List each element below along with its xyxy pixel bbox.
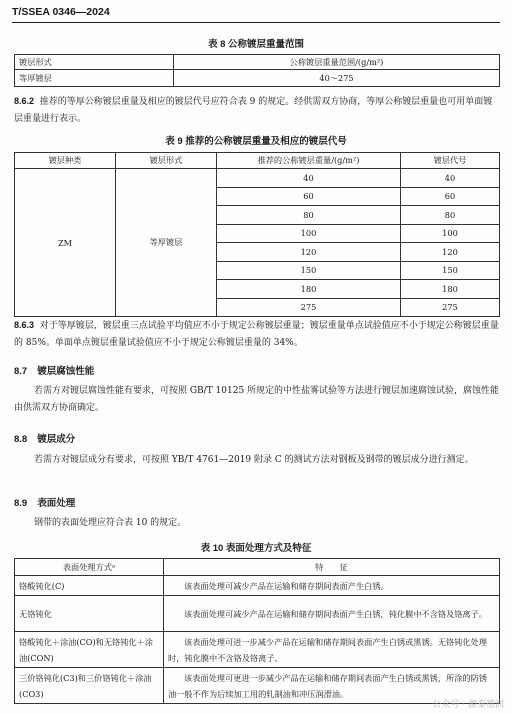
- clause-8-6-2: [14, 93, 500, 128]
- table9-cell-weight: 100: [217, 224, 401, 243]
- table9-cell-weight: 60: [217, 187, 401, 206]
- table10-header-method: 表面处理方式ᵃ: [15, 559, 164, 576]
- section-title: 镀层成分: [37, 434, 76, 445]
- table9-cell-weight: 180: [217, 280, 401, 299]
- section-number: 8.8: [14, 434, 28, 445]
- clause-8-6-3: [14, 317, 500, 352]
- table9-cell-weight: 40: [217, 169, 401, 188]
- table9-cell-code: 150: [401, 261, 500, 280]
- clause-number: 8.6.2: [14, 96, 35, 106]
- table8-cell-range: 40～275: [174, 70, 500, 87]
- table8-header-form: 镀层形式: [15, 55, 174, 70]
- table9-cell-type: ZM: [15, 169, 116, 317]
- table9-cell-code: 180: [401, 280, 500, 299]
- section-number: 8.7: [14, 366, 28, 377]
- section-8-9-heading: [14, 495, 75, 509]
- table9-cell-weight: 275: [217, 298, 401, 317]
- section-8-7-text: 若需方对镀层腐蚀性能有要求，可按照 GB/T 10125 所规定的中性盐雾试验等方法进行镀层加速腐蚀试验，腐蚀性能由供需双方协商确定。: [14, 386, 500, 413]
- table10-cell-method: 无铬钝化: [15, 596, 164, 632]
- watermark: 公众号 · 源泰德润: [432, 700, 504, 710]
- table10-header-feature: 特 征: [164, 559, 500, 576]
- table10-cell-feature: 该表面处理可减少产品在运输和储存期间表面产生白锈，钝化膜中不含铬及铬离子。: [164, 596, 500, 632]
- table8-caption: 表 8 公称镀层重量范围: [207, 39, 305, 50]
- clause-text: 对于等厚镀层，镀层重三点试验平均值应不小于规定公称镀层重量；镀层重量单点试验值应不小于规定公称镀层重量的 85%。单面单点镀层重量试验值应不小于规定公称镀层重量的 34%。: [14, 321, 499, 348]
- table9-cell-weight: 120: [217, 243, 401, 262]
- table8: [14, 54, 500, 87]
- table9-cell-code: 40: [401, 169, 500, 188]
- table9-cell-code: 80: [401, 206, 500, 225]
- clause-number: 8.6.3: [14, 320, 35, 330]
- table8-cell-form: 等厚镀层: [15, 70, 174, 87]
- document-code: T/SSEA 0346—2024: [12, 6, 110, 18]
- table9-cell-weight: 80: [217, 206, 401, 225]
- header-rule: [12, 22, 500, 23]
- section-number: 8.9: [14, 498, 28, 509]
- section-8-9-text: 钢带的表面处理应符合表 10 的规定。: [34, 518, 187, 528]
- table9-header-type: 镀层种类: [15, 153, 116, 169]
- table9-cell-weight: 150: [217, 261, 401, 280]
- table9-cell-code: 60: [401, 187, 500, 206]
- table9-cell-code: 120: [401, 243, 500, 262]
- table10-cell-feature: 该表面处理可进一步减少产品在运输和储存期间表面产生白锈或黑锈。无铬钝化处理时，钝化膜中不含铬及铬离子。: [164, 632, 500, 668]
- table10-cell-method: 三价铬钝化(C3)和三价铬钝化＋涂油(CO3): [15, 668, 164, 704]
- table10-cell-feature: 该表面处理可减少产品在运输和储存期间表面产生白锈。: [164, 576, 500, 596]
- table9: [14, 152, 500, 317]
- table10-cell-feature: 该表面处理可更进一步减少产品在运输和储存期间表面产生白锈或黑锈，所涂的防锈油一般不作为后续加工用的轧制油和冲压润滑油。: [164, 668, 500, 704]
- table10-cell-method: 铬酸钝化(C): [15, 576, 164, 596]
- table9-header-form: 镀层形式: [116, 153, 217, 169]
- section-8-7-heading: [14, 363, 94, 377]
- section-title: 表面处理: [37, 498, 76, 509]
- table9-cell-code: 275: [401, 298, 500, 317]
- section-title: 镀层腐蚀性能: [37, 366, 95, 377]
- table8-header-range: 公称镀层重量范围/(g/m²): [174, 55, 500, 70]
- table9-header-weight: 推荐的公称镀层重量/(g/m²): [217, 153, 401, 169]
- table9-cell-form: 等厚镀层: [116, 169, 217, 317]
- table9-header-code: 镀层代号: [401, 153, 500, 169]
- table9-cell-code: 100: [401, 224, 500, 243]
- clause-text: 推荐的等厚公称镀层重量及相应的镀层代号应符合表 9 的规定。经供需双方协商，等厚公称镀层重量也可用单面镀层重量进行表示。: [14, 97, 493, 124]
- table10: [14, 558, 500, 704]
- table10-caption: 表 10 表面处理方式及特征: [200, 543, 312, 554]
- table9-caption: 表 9 推荐的公称镀层重量及相应的镀层代号: [165, 136, 347, 147]
- section-8-8-text: 若需方对镀层成分有要求，可按照 YB/T 4761—2019 附录 C 的测试方法对钢板及钢带的镀层成分进行测定。: [34, 455, 474, 465]
- table10-cell-method: 铬酸钝化＋涂油(CO)和无铬钝化＋涂油(CON): [15, 632, 164, 668]
- section-8-8-heading: [14, 431, 75, 445]
